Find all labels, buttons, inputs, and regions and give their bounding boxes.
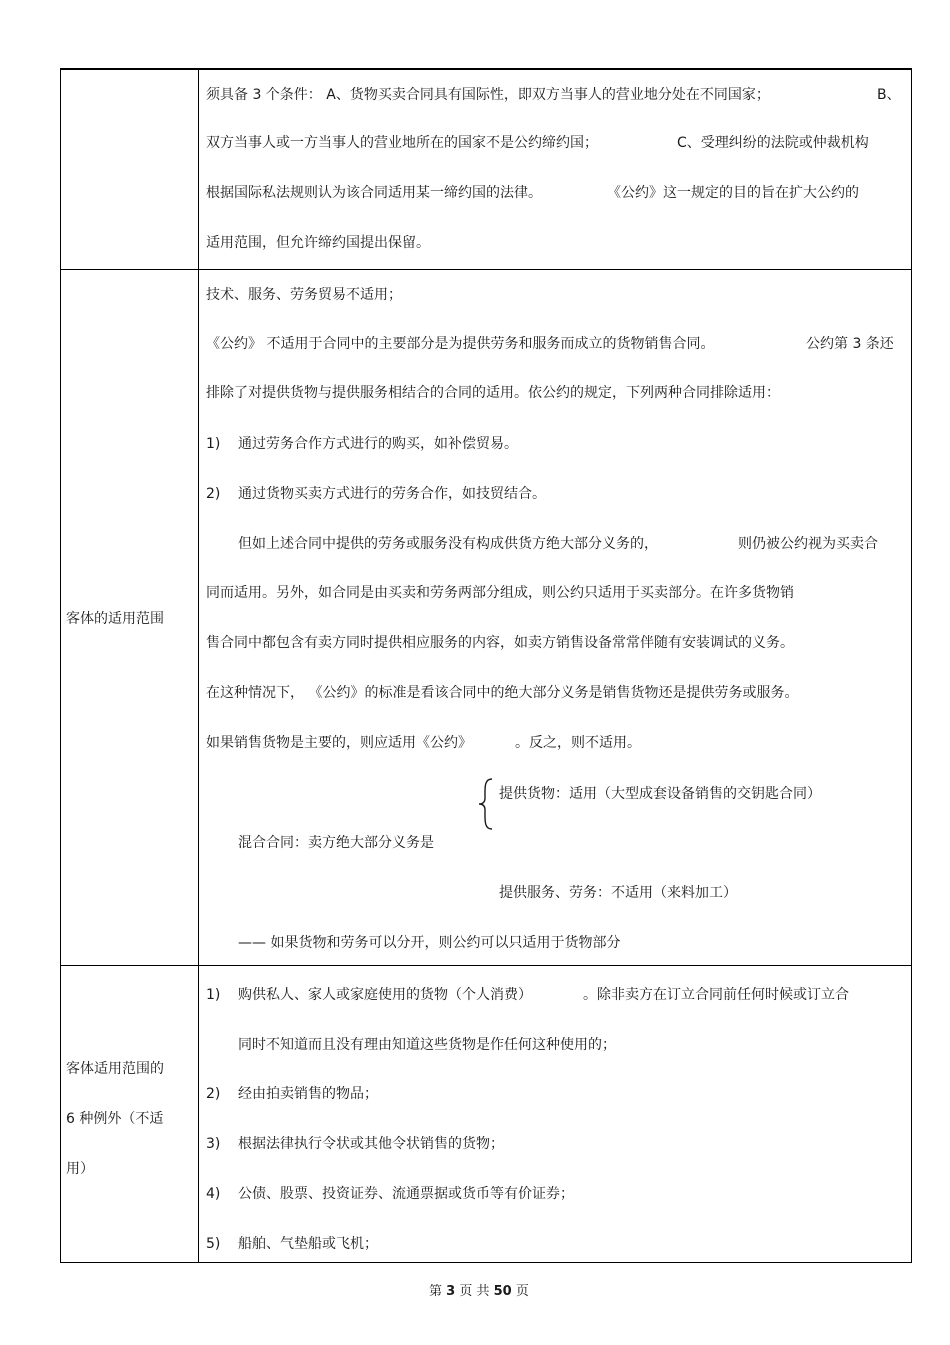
- row1-text-line: 《公约》这一规定的目的旨在扩大公约的: [607, 185, 859, 201]
- page-label-pre: 第: [429, 1284, 443, 1299]
- row2-list-item: 通过货物买卖方式进行的劳务合作，如技贸结合。: [238, 486, 546, 502]
- table-left-border: [60, 69, 61, 1263]
- row3-label-line: 用）: [66, 1161, 94, 1177]
- table-bottom-border: [60, 1262, 912, 1263]
- row3-list-item: 根据法律执行令状或其他令状销售的货物；: [238, 1136, 504, 1152]
- row3-label-line: 客体适用范围的: [66, 1061, 164, 1077]
- row2-text-line: 《公约》 不适用于合同中的主要部分是为提供劳务和服务而成立的货物销售合同。: [206, 336, 715, 352]
- row1-text-line: C、受理纠纷的法院或仲裁机构: [677, 135, 869, 151]
- table-top-border: [60, 68, 912, 70]
- row2-text-line: 。反之，则不适用。: [515, 735, 641, 751]
- row2-list-item: 通过劳务合作方式进行的购买，如补偿贸易。: [238, 436, 518, 452]
- row3-list-item: 同时不知道而且没有理由知道这些货物是作任何这种使用的；: [238, 1037, 616, 1053]
- page-label-mid: 页 共: [459, 1284, 490, 1299]
- row2-text-line: 混合合同：卖方绝大部分义务是: [238, 835, 434, 851]
- table-row-divider: [60, 965, 912, 966]
- table-row-divider: [60, 269, 912, 270]
- row1-text-line: B、: [877, 87, 901, 103]
- row2-text-line: 但如上述合同中提供的劳务或服务没有构成供货方绝大部分义务的，: [238, 536, 658, 552]
- row1-text-line: 双方当事人或一方当事人的营业地所在的国家不是公约缔约国；: [206, 135, 598, 151]
- row2-list-number: 1): [206, 436, 221, 452]
- row2-text-line: 提供服务、劳务：不适用（来料加工）: [499, 885, 737, 901]
- row2-list-number: 2): [206, 486, 221, 502]
- row3-label-line: 6 种例外（不适: [66, 1111, 164, 1127]
- row3-list-number: 5): [206, 1236, 221, 1252]
- row2-text-line: 排除了对提供货物与提供服务相结合的合同的适用。依公约的规定，下列两种合同排除适用：: [206, 385, 780, 401]
- row1-text-line: 须具备 3 个条件： A、货物买卖合同具有国际性，即双方当事人的营业地分处在不同国家；: [206, 87, 770, 103]
- row2-text-line: 售合同中都包含有卖方同时提供相应服务的内容，如卖方销售设备常常伴随有安装调试的义务。: [206, 635, 794, 651]
- row1-text-line: 根据国际私法规则认为该合同适用某一缔约国的法律。: [206, 185, 542, 201]
- page-total: 50: [493, 1284, 512, 1299]
- row3-list-number: 3): [206, 1136, 221, 1152]
- curly-brace-icon: [476, 778, 496, 830]
- row2-text-line: 则仍被公约视为买卖合: [738, 536, 878, 552]
- row2-text-line: 如果销售货物是主要的，则应适用《公约》: [206, 735, 472, 751]
- row3-list-number: 4): [206, 1186, 221, 1202]
- row2-text-line: 同而适用。另外，如合同是由买卖和劳务两部分组成，则公约只适用于买卖部分。在许多货物销: [206, 585, 794, 601]
- row3-list-item: 购供私人、家人或家庭使用的货物（个人消费）: [238, 987, 532, 1003]
- table-right-border: [911, 69, 912, 1263]
- row2-label: 客体的适用范围: [66, 611, 164, 627]
- page-label-post: 页: [515, 1284, 529, 1299]
- row2-text-line: 技术、服务、劳务贸易不适用；: [206, 287, 402, 303]
- row3-list-item: 。除非卖方在订立合同前任何时候或订立合: [583, 987, 849, 1003]
- row2-text-line: 公约第 3 条还: [806, 336, 894, 352]
- table-column-divider: [198, 69, 199, 1263]
- row3-list-number: 1): [206, 987, 221, 1003]
- row3-list-item: 船舶、气垫船或飞机；: [238, 1236, 378, 1252]
- page-number: 3: [446, 1284, 456, 1299]
- row3-list-item: 经由拍卖销售的物品；: [238, 1086, 378, 1102]
- row3-list-number: 2): [206, 1086, 221, 1102]
- page-footer: [429, 1283, 529, 1301]
- row2-text-line: 提供货物：适用（大型成套设备销售的交钥匙合同）: [499, 786, 821, 802]
- row1-text-line: 适用范围，但允许缔约国提出保留。: [206, 235, 430, 251]
- row2-text-line: —— 如果货物和劳务可以分开，则公约可以只适用于货物部分: [238, 935, 621, 951]
- row2-text-line: 在这种情况下， 《公约》的标准是看该合同中的绝大部分义务是销售货物还是提供劳务或服务。: [206, 685, 799, 701]
- row3-list-item: 公债、股票、投资证券、流通票据或货币等有价证券；: [238, 1186, 574, 1202]
